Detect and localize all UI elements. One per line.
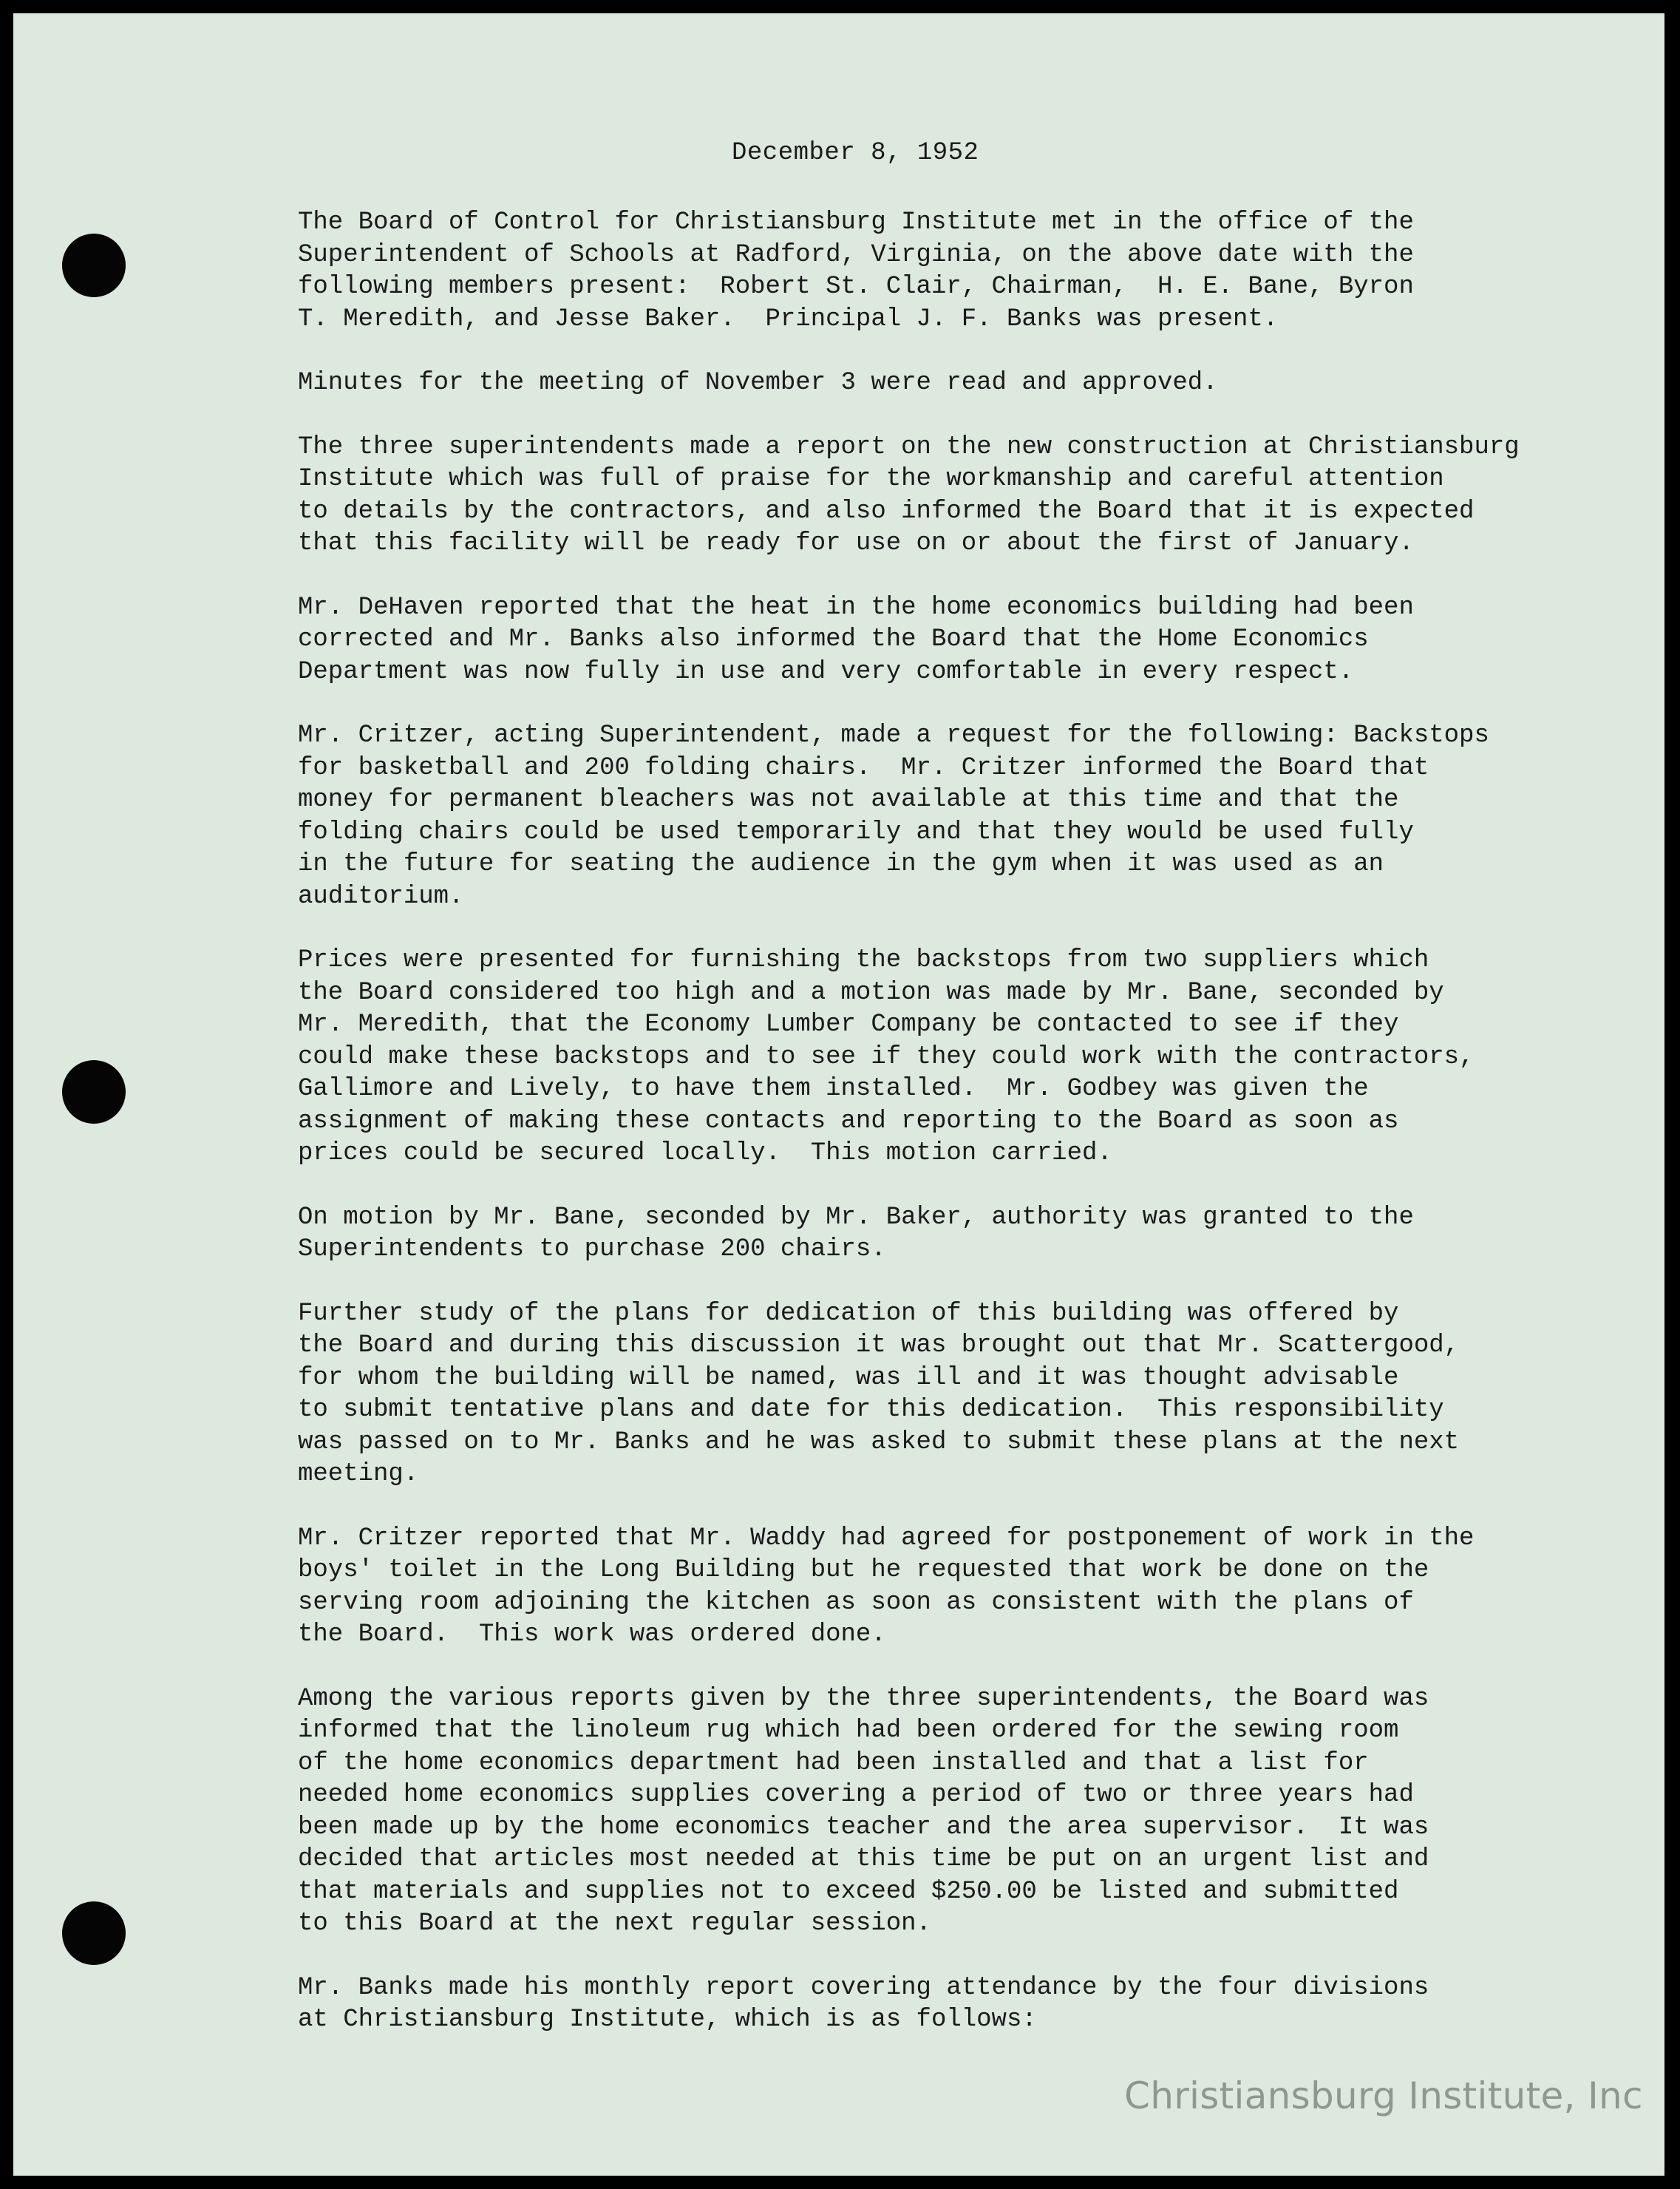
document-body: [298, 207, 1599, 2068]
punch-hole: [62, 1060, 126, 1124]
paragraph: The three superintendents made a report on the new construction at Christiansburg Institute which was full of praise for the workmanship and careful attention to details by the contractors, and also informed the Board that it is expected that this facility will be ready for use on or about the first of January.: [298, 432, 1520, 557]
paragraph: Mr. Banks made his monthly report covering attendance by the four divisions at Christiansburg Institute, which is as follows:: [298, 1973, 1429, 2034]
punch-hole: [62, 234, 126, 297]
paragraph: Prices were presented for furnishing the backstops from two suppliers which the Board considered too high and a motion was made by Mr. Bane, seconded by Mr. Meredith, that the Economy Lumber Company be contacted to see if they could make these backstops and to see if they could work with the contractors, Gallimore and Lively, to have them installed. Mr. Godbey was given the assignment of making these contacts and reporting to the Board as soon as prices could be secured locally. This motion carried.: [298, 946, 1475, 1167]
paragraph: Mr. Critzer reported that Mr. Waddy had agreed for postponement of work in the boys' toilet in the Long Building but he requested that work be done on the serving room adjoining the kitchen as soon as consistent with the plans of the Board. This work was ordered done.: [298, 1524, 1475, 1649]
document-page: [13, 13, 1664, 2176]
punch-hole: [62, 1901, 126, 1965]
paragraph: Minutes for the meeting of November 3 were read and approved.: [298, 369, 1218, 397]
document-date: December 8, 1952: [732, 139, 979, 167]
watermark: Christiansburg Institute, Inc: [1124, 2074, 1643, 2117]
paragraph: Mr. DeHaven reported that the heat in the home economics building had been corrected and Mr. Banks also informed the Board that the Home Economics Department was now fully in use and very comfortable in every respect.: [298, 593, 1414, 686]
paragraph: On motion by Mr. Bane, seconded by Mr. Baker, authority was granted to the Superintendents to purchase 200 chairs.: [298, 1203, 1414, 1263]
paragraph: The Board of Control for Christiansburg Institute met in the office of the Superintendent of Schools at Radford, Virginia, on the above date with the following members present: Robert St. Clair, Chairman, H. E. Bane, Byron T. Meredith, and Jesse Baker. Principal J. F. Banks was present.: [298, 208, 1414, 333]
paragraph: Further study of the plans for dedication of this building was offered by the Board and during this discussion it was brought out that Mr. Scattergood, for whom the building will be named, was ill and it was thought advisable to submit tentative plans and date for this dedication. This responsibility was passed on to Mr. Banks and he was asked to submit these plans at the next meeting.: [298, 1299, 1460, 1488]
paragraph: Among the various reports given by the three superintendents, the Board was informed that the linoleum rug which had been ordered for the sewing room of the home economics department had been installed and that a list for needed home economics supplies covering a period of two or three years had been made up by the home economics teacher and the area supervisor. It was decided that articles most needed at this time be put on an urgent list and that materials and supplies not to exceed $250.00 be listed and submitted to this Board at the next regular session.: [298, 1684, 1429, 1938]
paragraph: Mr. Critzer, acting Superintendent, made a request for the following: Backstops for basketball and 200 folding chairs. Mr. Critzer informed the Board that money for permanent bleachers was not available at this time and that the folding chairs could be used temporarily and that they would be used fully in the future for seating the audience in the gym when it was used as an auditorium.: [298, 722, 1489, 911]
